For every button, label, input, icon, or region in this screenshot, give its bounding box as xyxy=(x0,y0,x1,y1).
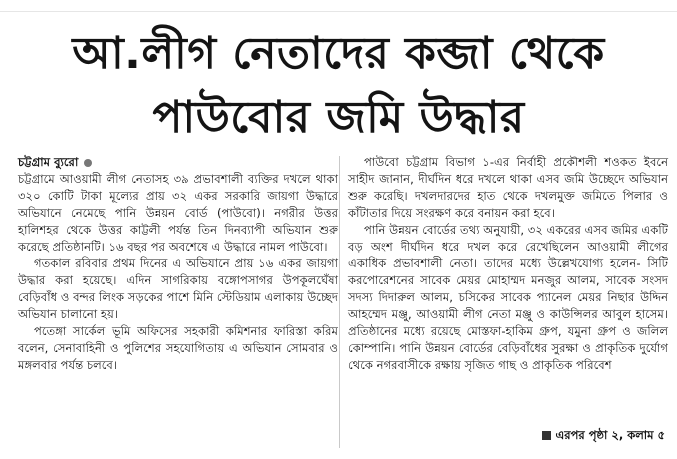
page-top-strip xyxy=(0,0,677,12)
byline-text: চট্টগ্রাম ব্যুরো xyxy=(18,155,79,169)
byline xyxy=(18,154,338,171)
paragraph: চট্টগ্রামে আওয়ামী লীগ নেতাসহ ৩৯ প্রভাবশালী ব্যক্তির দখলে থাকা ৩২০ কোটি টাকা মূল্যের প্রায় ৩২ একর সরকারি জায়গা উদ্ধারে অভিযানে নেমেছে পানি উন্নয়ন বোর্ড (পাউবো)। নগরীর উত্তর হালিশহর থেকে উত্তর কাট্টলী পর্যন্ত তিন দিনব্যাপী অভিযান শুরু করেছে প্রতিষ্ঠানটি। ১৬ বছর পর অবশেষে এ উদ্ধারে নামল পাউবো। xyxy=(18,171,338,254)
headline xyxy=(8,22,669,150)
headline-line-2: পাউবোর জমি উদ্ধার xyxy=(152,92,525,143)
headline-line-1: আ.লীগ নেতাদের কব্জা থেকে xyxy=(72,28,605,79)
paragraph: গতকাল রবিবার প্রথম দিনের এ অভিযানে প্রায় ১৬ একর জায়গা উদ্ধার করা হয়েছে। এদিন সাগরিকায় বঙ্গোপসাগর উপকূলঘেঁষা বেড়িবাঁধ ও বন্দর লিংক সড়কের পাশে মিনি স্টেডিয়াম এলাকায় উচ্ছেদ অভিযান চালানো হয়। xyxy=(18,256,338,322)
bullet-icon xyxy=(84,159,92,167)
square-bullet-icon xyxy=(542,431,551,440)
continuation-text: এরপর পৃষ্ঠা ২, কলাম ৫ xyxy=(555,428,665,442)
paragraph: পতেঙ্গা সার্কেল ভূমি অফিসের সহকারী কমিশনার ফারিস্তা করিম বলেন, সেনাবাহিনী ও পুলিশের সহযোগিতায় এ অভিযান সোমবার ও মঙ্গলবার পর্যন্ত চলবে। xyxy=(18,324,338,372)
paragraph: পাউবো চট্টগ্রাম বিভাগ ১-এর নির্বাহী প্রকৌশলী শওকত ইবনে সাহীদ জানান, দীর্ঘদিন ধরে দখলে থাকা এসব জমি উচ্ছেদে অভিযান শুরু করেছি। দখলদারদের হাত থেকে দখলমুক্ত জমিতে পিলার ও কাঁটাতার দিয়ে সংরক্ষণ করে বনায়ন করা হবে। xyxy=(348,155,668,220)
right-column xyxy=(348,154,668,374)
continuation-note xyxy=(542,427,666,446)
paragraph: পানি উন্নয়ন বোর্ডের তথ্য অনুযায়ী, ৩২ একরের এসব জমির একটি বড় অংশ দীর্ঘদিন ধরে দখল করে রেখেছিলেন আওয়ামী লীগের একাধিক প্রভাবশালী নেতা। তাদের মধ্যে উল্লেখযোগ্য হলেন- সিটি করপোরেশনের সাবেক মেয়র মোহাম্মদ মনজুর আলম, সাবেক সংসদ সদস্য দিদারুল আলম, চসিকের সাবেক প্যানেল মেয়র নিছার উদ্দিন আহম্মেদ মঞ্জু, আওয়ামী লীগ নেতা মঞ্জু ও কাউন্সিলর আবুল হাসেম। প্রতিষ্ঠানের মধ্যে রয়েছে মোস্তফা-হাকিম গ্রুপ, যমুনা গ্রুপ ও জলিল কোম্পানি। পানি উন্নয়ন বোর্ডের বেড়িবাঁধের সুরক্ষা ও প্রাকৃতিক দুর্যোগ থেকে নগরবাসীকে রক্ষায় সৃজিত গাছ ও প্রাকৃতিক পরিবেশ xyxy=(348,222,668,372)
column-divider xyxy=(339,156,340,448)
left-column xyxy=(18,154,338,374)
